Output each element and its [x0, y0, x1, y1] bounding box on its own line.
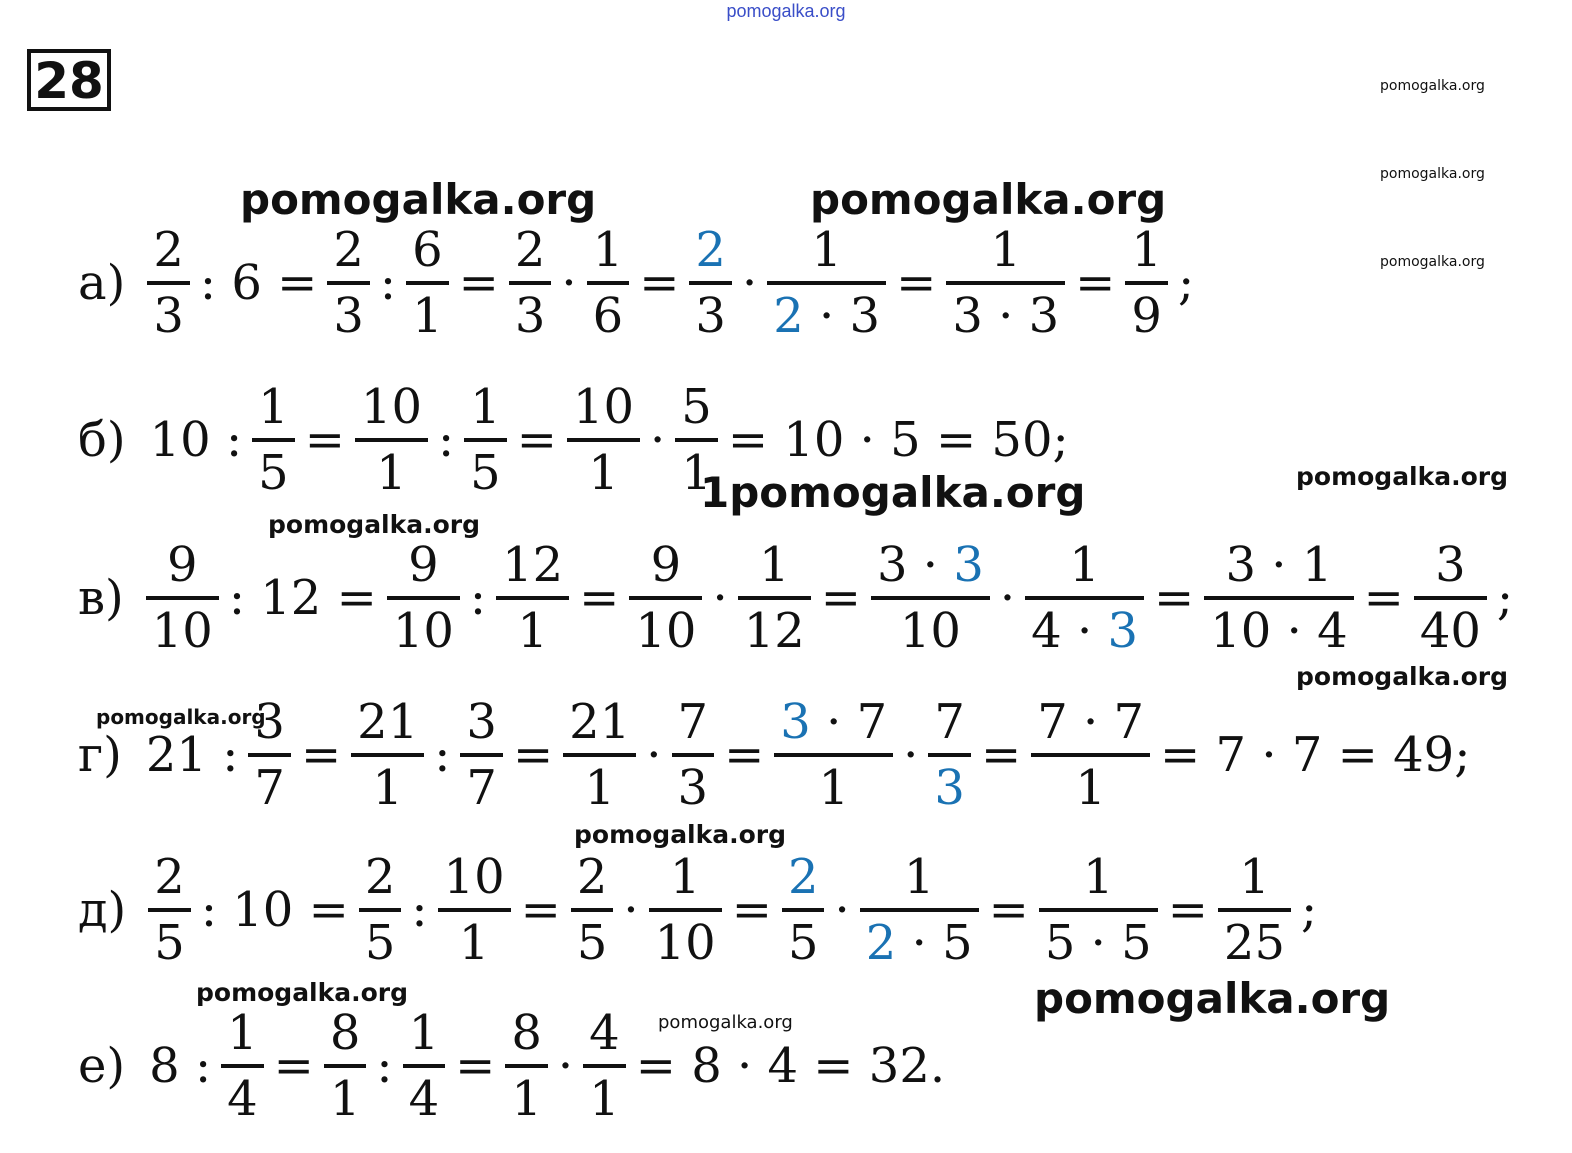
- fraction-bar: [147, 281, 190, 285]
- numerator: 10: [443, 849, 505, 905]
- numerator: 3 · 1: [1225, 537, 1333, 593]
- fraction: [571, 849, 614, 972]
- equation-row-b: [78, 379, 1075, 502]
- equation-row-d: [78, 849, 1323, 972]
- operator: : 6 =: [199, 255, 318, 312]
- row-label: е): [78, 1038, 126, 1095]
- numerator: 2: [364, 849, 396, 905]
- factor: 4 ·: [1031, 603, 1093, 660]
- numerator: [774, 694, 893, 750]
- numerator: 8: [511, 1005, 542, 1061]
- fraction: [359, 849, 402, 972]
- operator: =: [304, 412, 345, 469]
- fraction-bar: [509, 281, 552, 285]
- watermark: pomogalka.org: [240, 175, 597, 224]
- fraction-bar: [355, 438, 428, 442]
- row-label: а): [78, 255, 126, 312]
- fraction: [248, 694, 291, 817]
- operator: ;: [1177, 255, 1195, 312]
- watermark: pomogalka.org: [1296, 662, 1509, 691]
- row-label: д): [78, 882, 127, 939]
- numerator: 21: [569, 694, 631, 750]
- fraction: [1218, 849, 1291, 972]
- numerator: 1: [811, 222, 842, 278]
- fraction: [675, 379, 718, 502]
- denominator: 9: [1131, 288, 1162, 345]
- numerator: 6: [412, 222, 443, 278]
- operator: ;: [1496, 570, 1514, 627]
- denominator: 5: [364, 915, 396, 972]
- fraction: [583, 1005, 626, 1128]
- operator: 21 :: [145, 727, 239, 784]
- denominator: 3: [677, 760, 709, 817]
- fraction: [860, 849, 979, 972]
- fraction-bar: [146, 596, 219, 600]
- fraction-bar: [1039, 908, 1158, 912]
- operator: ;: [1301, 882, 1318, 939]
- numerator: 9: [167, 537, 198, 593]
- operator: =: [980, 727, 1022, 784]
- fraction-bar: [946, 281, 1065, 285]
- fraction-bar: [505, 1064, 548, 1068]
- fraction-bar: [460, 753, 503, 757]
- operator: =: [988, 882, 1029, 939]
- fraction-bar: [359, 908, 402, 912]
- highlighted-factor: 3: [780, 694, 811, 750]
- denominator: 5: [787, 915, 819, 972]
- denominator: 1: [584, 760, 615, 817]
- denominator: [860, 915, 979, 972]
- operator: ·: [646, 727, 662, 784]
- operator: 8 :: [149, 1038, 212, 1095]
- fraction: [587, 222, 630, 345]
- numerator: 2: [333, 222, 364, 278]
- denominator: 10: [151, 603, 213, 660]
- denominator: 5: [258, 445, 289, 502]
- numerator: 1: [758, 537, 790, 593]
- fraction: [629, 537, 702, 660]
- operator: : 10 =: [200, 882, 349, 939]
- factor: · 7: [826, 694, 888, 750]
- numerator: 7: [934, 694, 965, 750]
- fraction-bar: [1414, 596, 1487, 600]
- operator: =: [731, 882, 772, 939]
- highlighted-factor: 3: [1107, 603, 1139, 660]
- denominator: 10: [635, 603, 697, 660]
- fraction-bar: [1031, 753, 1150, 757]
- fraction: [460, 694, 503, 817]
- operator: =: [300, 727, 342, 784]
- numerator: 1: [592, 222, 624, 278]
- operator: ·: [834, 882, 850, 939]
- fraction-bar: [252, 438, 295, 442]
- denominator: 6: [592, 288, 624, 345]
- operator: 10 :: [149, 412, 243, 469]
- fraction-bar: [860, 908, 979, 912]
- fraction-bar: [324, 1064, 367, 1068]
- denominator: 1: [517, 603, 548, 660]
- operator: ·: [741, 255, 758, 312]
- denominator: 1: [376, 445, 407, 502]
- fraction: [782, 849, 825, 972]
- factor: · 5: [911, 915, 973, 972]
- fraction: [672, 694, 715, 817]
- fraction-bar: [464, 438, 507, 442]
- fraction-bar: [1218, 908, 1291, 912]
- fraction: [767, 222, 886, 345]
- numerator: 7 · 7: [1037, 694, 1145, 750]
- denominator: [1025, 603, 1144, 660]
- numerator: 2: [695, 222, 726, 278]
- fraction-bar: [438, 908, 511, 912]
- denominator: 4: [227, 1071, 258, 1128]
- watermark: pomogalka.org: [658, 1012, 793, 1033]
- operator: =: [579, 570, 620, 627]
- fraction: [774, 694, 893, 817]
- watermark: pomogalka.org: [1380, 254, 1485, 270]
- operator: = 7 · 7 = 49;: [1160, 727, 1471, 784]
- numerator: 1: [1239, 849, 1270, 905]
- fraction-bar: [928, 753, 971, 757]
- denominator: 12: [743, 603, 805, 660]
- denominator: 5 · 5: [1044, 915, 1152, 972]
- top-watermark: pomogalka.org: [726, 1, 846, 21]
- fraction-bar: [587, 281, 630, 285]
- fraction-bar: [774, 753, 893, 757]
- operator: =: [1167, 882, 1208, 939]
- operator: =: [520, 882, 561, 939]
- equation-row-g: [78, 694, 1476, 817]
- equation-row-a: [78, 222, 1200, 345]
- fraction-bar: [148, 908, 191, 912]
- numerator: 1: [408, 1005, 440, 1061]
- numerator: 2: [787, 849, 819, 905]
- numerator: 21: [357, 694, 419, 750]
- denominator: 40: [1419, 603, 1481, 660]
- fraction-bar: [351, 753, 424, 757]
- equation-row-v: [78, 537, 1519, 660]
- numerator: 1: [1083, 849, 1114, 905]
- fraction-bar: [387, 596, 460, 600]
- watermark: pomogalka.org: [96, 705, 266, 729]
- numerator: 10: [360, 379, 422, 435]
- fraction: [928, 694, 971, 817]
- watermark: pomogalka.org: [1296, 462, 1509, 491]
- fraction-bar: [782, 908, 825, 912]
- fraction: [505, 1005, 548, 1128]
- highlighted-factor: 2: [773, 288, 804, 345]
- fraction-bar: [563, 753, 636, 757]
- numerator: 7: [677, 694, 709, 750]
- operator: =: [512, 727, 554, 784]
- fraction: [438, 849, 511, 972]
- numerator: 8: [329, 1005, 361, 1061]
- row-label: г): [78, 727, 122, 784]
- numerator: 2: [153, 222, 184, 278]
- denominator: 3: [695, 288, 726, 345]
- denominator: 1: [372, 760, 403, 817]
- watermark: pomogalka.org: [196, 978, 409, 1007]
- denominator: 5: [576, 915, 608, 972]
- fraction: [146, 537, 219, 660]
- fraction: [403, 1005, 446, 1128]
- operator: =: [458, 255, 499, 312]
- fraction: [1414, 537, 1487, 660]
- fraction: [567, 379, 640, 502]
- denominator: 1: [329, 1071, 361, 1128]
- denominator: 10: [392, 603, 454, 660]
- fraction: [1125, 222, 1168, 345]
- denominator: 10: [654, 915, 716, 972]
- denominator: 5: [470, 445, 501, 502]
- numerator: 1: [903, 849, 935, 905]
- fraction: [946, 222, 1065, 345]
- row-label: в): [78, 570, 124, 627]
- fraction-bar: [871, 596, 990, 600]
- numerator: 9: [408, 537, 439, 593]
- fraction: [387, 537, 460, 660]
- operator: =: [820, 570, 861, 627]
- fraction-bar: [327, 281, 370, 285]
- numerator: 2: [576, 849, 608, 905]
- watermark: pomogalka.org: [810, 175, 1167, 224]
- fraction-bar: [496, 596, 569, 600]
- fraction: [871, 537, 990, 660]
- operator: =: [455, 1038, 496, 1095]
- operator: :: [469, 570, 487, 627]
- fraction: [355, 379, 428, 502]
- watermark: 1pomogalka.org: [700, 468, 1086, 517]
- operator: =: [1154, 570, 1195, 627]
- operator: ·: [999, 570, 1016, 627]
- denominator: 4: [408, 1071, 440, 1128]
- numerator: 3: [1435, 537, 1466, 593]
- operator: :: [379, 255, 397, 312]
- operator: :: [437, 412, 455, 469]
- operator: =: [516, 412, 557, 469]
- numerator: 5: [681, 379, 712, 435]
- highlighted-factor: 3: [953, 537, 984, 593]
- denominator: 3: [934, 760, 965, 817]
- numerator: 4: [589, 1005, 620, 1061]
- fraction: [689, 222, 732, 345]
- fraction: [464, 379, 507, 502]
- fraction: [509, 222, 552, 345]
- task-number: 28: [27, 49, 111, 111]
- numerator: 2: [514, 222, 546, 278]
- numerator: [871, 537, 990, 593]
- numerator: 1: [258, 379, 289, 435]
- fraction: [738, 537, 811, 660]
- denominator: 25: [1223, 915, 1285, 972]
- fraction: [1204, 537, 1353, 660]
- fraction-bar: [672, 753, 715, 757]
- operator: :: [376, 1038, 393, 1095]
- operator: ·: [557, 1038, 574, 1095]
- numerator: 1: [1069, 537, 1100, 593]
- fraction: [147, 222, 190, 345]
- fraction-bar: [571, 908, 614, 912]
- numerator: 2: [154, 849, 185, 905]
- numerator: 12: [502, 537, 564, 593]
- denominator: 3: [153, 288, 184, 345]
- denominator: [767, 288, 886, 345]
- operator: = 8 · 4 = 32.: [635, 1038, 946, 1095]
- denominator: 1: [1075, 760, 1106, 817]
- numerator: 1: [1131, 222, 1162, 278]
- operator: :: [434, 727, 451, 784]
- denominator: 5: [154, 915, 185, 972]
- fraction: [563, 694, 636, 817]
- denominator: 1: [589, 1071, 620, 1128]
- fraction-bar: [403, 1064, 446, 1068]
- numerator: 1: [227, 1005, 258, 1061]
- equation-row-e: [78, 1005, 951, 1128]
- fraction: [148, 849, 191, 972]
- fraction-bar: [649, 908, 722, 912]
- fraction-bar: [675, 438, 718, 442]
- fraction-bar: [406, 281, 449, 285]
- fraction: [252, 379, 295, 502]
- fraction-bar: [738, 596, 811, 600]
- numerator: 3: [466, 694, 497, 750]
- denominator: 3: [514, 288, 546, 345]
- fraction: [324, 1005, 367, 1128]
- denominator: 7: [466, 760, 497, 817]
- operator: : 12 =: [228, 570, 377, 627]
- fraction: [221, 1005, 264, 1128]
- numerator: 1: [470, 379, 501, 435]
- denominator: 10 · 4: [1210, 603, 1348, 660]
- watermark: pomogalka.org: [574, 820, 787, 849]
- numerator: 3: [254, 694, 285, 750]
- denominator: 3: [333, 288, 364, 345]
- denominator: 10: [899, 603, 961, 660]
- fraction-bar: [1204, 596, 1353, 600]
- factor: 3 ·: [877, 537, 939, 593]
- numerator: 9: [650, 537, 682, 593]
- operator: ·: [623, 882, 639, 939]
- operator: =: [724, 727, 765, 784]
- fraction: [406, 222, 449, 345]
- denominator: 1: [458, 915, 490, 972]
- numerator: 10: [572, 379, 634, 435]
- fraction: [1031, 694, 1150, 817]
- operator: ·: [650, 412, 666, 469]
- operator: ·: [903, 727, 919, 784]
- fraction-bar: [1025, 596, 1144, 600]
- fraction: [1039, 849, 1158, 972]
- fraction-bar: [567, 438, 640, 442]
- operator: =: [1075, 255, 1116, 312]
- denominator: 1: [681, 445, 712, 502]
- denominator: 1: [818, 760, 849, 817]
- fraction: [1025, 537, 1144, 660]
- watermark: pomogalka.org: [1380, 78, 1485, 94]
- fraction-bar: [248, 753, 291, 757]
- denominator: 7: [254, 760, 285, 817]
- highlighted-factor: 2: [865, 915, 897, 972]
- watermark: pomogalka.org: [1034, 974, 1391, 1023]
- numerator: 1: [669, 849, 701, 905]
- factor: · 3: [819, 288, 881, 345]
- denominator: 1: [511, 1071, 542, 1128]
- denominator: 3 · 3: [952, 288, 1060, 345]
- fraction: [327, 222, 370, 345]
- operator: =: [273, 1038, 314, 1095]
- fraction-bar: [629, 596, 702, 600]
- numerator: 1: [990, 222, 1022, 278]
- fraction: [496, 537, 569, 660]
- operator: ·: [561, 255, 577, 312]
- operator: ·: [712, 570, 728, 627]
- operator: =: [896, 255, 937, 312]
- denominator: 1: [588, 445, 619, 502]
- operator: :: [411, 882, 428, 939]
- fraction-bar: [1125, 281, 1168, 285]
- operator: = 10 · 5 = 50;: [727, 412, 1069, 469]
- fraction: [351, 694, 424, 817]
- fraction-bar: [689, 281, 732, 285]
- fraction-bar: [583, 1064, 626, 1068]
- fraction-bar: [767, 281, 886, 285]
- watermark: pomogalka.org: [1380, 166, 1485, 182]
- denominator: 1: [412, 288, 443, 345]
- operator: =: [639, 255, 680, 312]
- watermark: pomogalka.org: [268, 510, 481, 539]
- operator: =: [1363, 570, 1404, 627]
- fraction-bar: [221, 1064, 264, 1068]
- fraction: [649, 849, 722, 972]
- row-label: б): [78, 412, 126, 469]
